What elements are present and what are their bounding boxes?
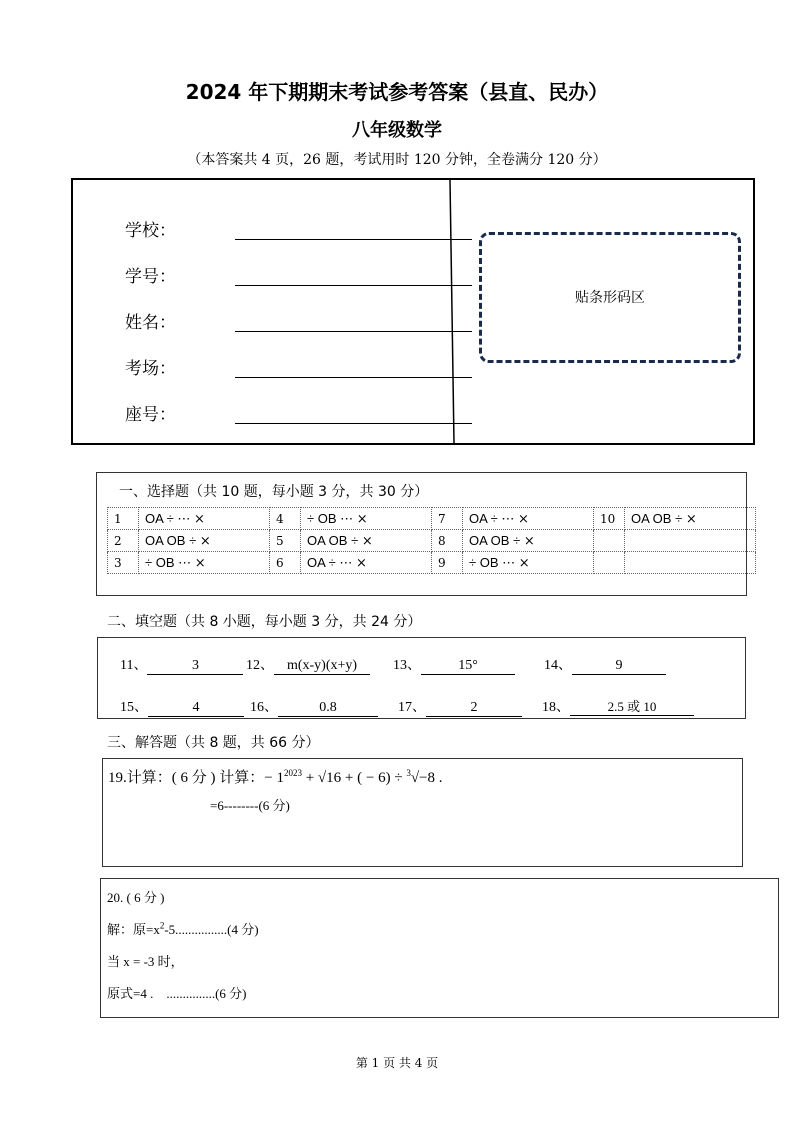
exam-room-input-line[interactable]	[235, 377, 472, 378]
q20-line1-a: 解：原=x	[107, 922, 160, 937]
fill-number: 11、	[120, 658, 148, 673]
question-number: 3	[108, 552, 139, 574]
section-choice-heading: 一、选择题（共 10 题，每小题 3 分，共 30 分）	[119, 484, 429, 500]
info-field-name	[125, 308, 185, 333]
choice-answer: ÷ OB ⋯ ⨯	[139, 552, 270, 574]
fill-answer: 0.8	[278, 700, 378, 717]
fill-number: 14、	[544, 658, 572, 673]
section-fill-heading: 二、填空题（共 8 小题，每小题 3 分，共 24 分）	[107, 614, 422, 630]
fill-item-16	[250, 696, 378, 717]
fill-answer: 9	[572, 658, 666, 675]
question-20-line-3: 原式=4 . ...............(6 分)	[107, 986, 247, 1001]
barcode-label: 贴条形码区	[575, 290, 645, 306]
fill-number: 13、	[393, 658, 421, 673]
question-number: 8	[432, 530, 463, 552]
exam-note: （本答案共 4 页，26 题，考试用时 120 分钟，全卷满分 120 分）	[187, 152, 607, 168]
info-label: 座号：	[125, 405, 176, 425]
question-number: 1	[108, 508, 139, 530]
info-label: 考场：	[125, 359, 176, 379]
info-label: 姓名：	[125, 313, 176, 333]
info-field-school	[125, 216, 185, 241]
question-number	[594, 530, 625, 552]
page-subtitle: 八年级数学	[352, 120, 442, 141]
question-19-prompt	[108, 766, 443, 787]
fill-answer: 4	[148, 700, 244, 717]
choice-answer: ÷ OB ⋯ ⨯	[463, 552, 594, 574]
q19-expr-a: − 1	[264, 770, 284, 786]
choice-answer: OA OB ÷ ⨯	[625, 508, 756, 530]
school-input-line[interactable]	[235, 239, 472, 240]
fill-answer: 2.5 或 10	[570, 696, 694, 716]
choice-answer: OA ÷ ⋯ ⨯	[463, 508, 594, 530]
q19-root-index: 3	[406, 768, 411, 778]
question-number	[594, 552, 625, 574]
question-number: 9	[432, 552, 463, 574]
q19-exponent: 2023	[283, 768, 302, 778]
fill-item-11	[120, 654, 243, 675]
choice-answer: OA OB ÷ ⨯	[463, 530, 594, 552]
question-19-answer: =6--------(6 分)	[210, 798, 290, 813]
q19-expr-c: √−8 .	[410, 770, 443, 786]
choice-answer: OA ÷ ⋯ ⨯	[301, 552, 432, 574]
fill-item-14	[544, 654, 666, 675]
page-footer: 第 1 页 共 4 页	[355, 1056, 439, 1070]
choice-answer: OA OB ÷ ⨯	[301, 530, 432, 552]
fill-answer: 2	[426, 700, 522, 717]
question-number: 5	[270, 530, 301, 552]
q19-expr-b: + √16 + ( − 6) ÷	[301, 770, 407, 786]
question-number: 10	[594, 508, 625, 530]
choice-answer-table	[107, 507, 756, 574]
fill-item-15	[120, 696, 244, 717]
q19-label: 19.计算：( 6 分 ) 计算：	[108, 770, 265, 786]
fill-number: 15、	[120, 700, 148, 715]
student-info-box	[71, 178, 755, 445]
fill-number: 18、	[542, 700, 570, 715]
question-20-line-2: 当 x = -3 时，	[107, 954, 184, 969]
choice-answer: OA OB ÷ ⨯	[139, 530, 270, 552]
name-input-line[interactable]	[235, 331, 472, 332]
student-number-input-line[interactable]	[235, 285, 472, 286]
page-title: 2024 年下期期末考试参考答案（县直、民办）	[185, 80, 609, 104]
fill-number: 12、	[246, 658, 274, 673]
fill-item-17	[398, 696, 522, 717]
fill-item-18	[542, 696, 694, 716]
info-field-student-number	[125, 262, 185, 287]
q20-line1-b: -5................(4 分)	[164, 922, 259, 937]
choice-answer: OA ÷ ⋯ ⨯	[139, 508, 270, 530]
question-number: 7	[432, 508, 463, 530]
table-row	[108, 530, 756, 552]
fill-answer: 3	[147, 658, 243, 675]
info-field-seat	[125, 400, 185, 425]
question-number: 6	[270, 552, 301, 574]
fill-answer: 15°	[421, 658, 515, 675]
choice-answer	[625, 552, 756, 574]
question-number: 4	[270, 508, 301, 530]
question-20-line-1	[107, 919, 259, 938]
section-solve-heading: 三、解答题（共 8 题，共 66 分）	[107, 735, 320, 751]
fill-number: 16、	[250, 700, 278, 715]
info-field-exam-room	[125, 354, 185, 379]
info-label: 学号：	[125, 267, 176, 287]
barcode-area[interactable]	[479, 232, 741, 363]
question-number: 2	[108, 530, 139, 552]
seat-input-line[interactable]	[235, 423, 472, 424]
fill-item-12	[246, 654, 370, 675]
choice-answer	[625, 530, 756, 552]
fill-item-13	[393, 654, 515, 675]
question-20-label: 20. ( 6 分 )	[107, 890, 165, 905]
q20-line1-exponent: 2	[159, 920, 165, 931]
fill-answer: m(x-y)(x+y)	[274, 658, 370, 675]
choice-answer: ÷ OB ⋯ ⨯	[301, 508, 432, 530]
info-label: 学校：	[125, 221, 176, 241]
table-row	[108, 552, 756, 574]
fill-number: 17、	[398, 700, 426, 715]
table-row	[108, 508, 756, 530]
